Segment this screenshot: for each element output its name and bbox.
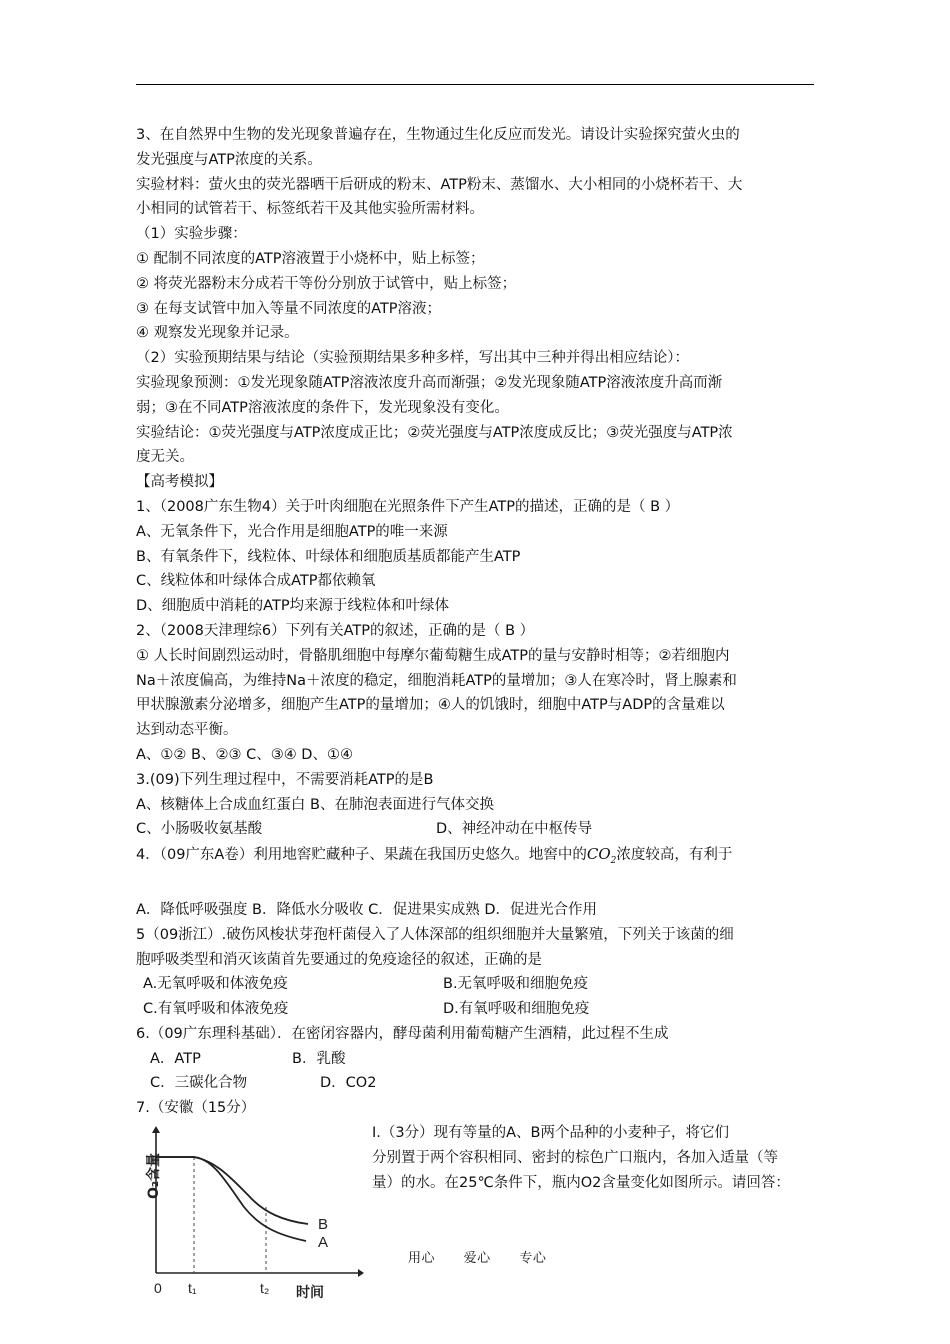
- mock-question-4: [136, 842, 816, 923]
- y-axis-label: O₂含量: [146, 1153, 162, 1200]
- options-row: A、①② B、②③ C、③④ D、①④: [136, 746, 353, 763]
- question-figure-area: [136, 1121, 816, 1321]
- co2-formula: [586, 845, 617, 867]
- series-b-label: B: [318, 1216, 329, 1234]
- question-stem: 3.(09)下列生理过程中，不需要消耗ATP的是B: [136, 771, 434, 788]
- option-a: A．ATP: [150, 1050, 201, 1067]
- stem-text: 4．（09广东A卷）利用地窖贮藏种子、果蔬在我国历史悠久。地窖中的: [136, 847, 587, 864]
- text-line: 量）的水。在25℃条件下，瓶内O2含量变化如图所示。请回答：: [372, 1174, 790, 1191]
- text-line: ① 配制不同浓度的ATP溶液置于小烧杯中，贴上标签；: [136, 250, 485, 267]
- text-line: 分别置于两个容积相同、密封的棕色广口瓶内，各加入适量（等: [372, 1149, 778, 1166]
- option-d: D.有氧呼吸和细胞免疫: [443, 1001, 590, 1018]
- options-row: A．降低呼吸强度 B．降低水分吸收 C．促进果实成熟 D．促进光合作用: [136, 901, 597, 918]
- option-d: D、细胞质中消耗的ATP均来源于线粒体和叶绿体: [136, 598, 450, 615]
- text-line: 实验结论：①荧光强度与ATP浓度成正比；②荧光强度与ATP浓度成反比；③荧光强度与ATP浓: [136, 424, 733, 441]
- option-c: C.有氧呼吸和体液免疫: [143, 1001, 289, 1018]
- text-line: 实验材料：萤火虫的荧光器晒干后研成的粉末、ATP粉末、蒸馏水、大小相同的小烧杯若干、大: [136, 176, 743, 193]
- formula-subscript: 2: [610, 856, 617, 867]
- options-row: [136, 997, 816, 1022]
- mock-question-5: [136, 923, 816, 1022]
- x-axis-label: 时间: [296, 1285, 324, 1302]
- text-line: （1）实验步骤：: [136, 226, 247, 243]
- footer-item: 用心: [408, 1251, 436, 1266]
- footer-item: 专心: [519, 1251, 547, 1266]
- text-line: ② 将荧光器粉末分成若干等份分别放于试管中，贴上标签；: [136, 275, 517, 292]
- text-line: 弱；③在不同ATP溶液浓度的条件下，发光现象没有变化。: [136, 399, 509, 416]
- text-line: Na＋浓度偏高，为维持Na＋浓度的稳定，细胞消耗ATP的量增加；③人在寒冷时，肾上腺素和: [136, 672, 737, 689]
- text-line: 小相同的试管若干、标签纸若干及其他实验所需材料。: [136, 201, 484, 218]
- text-line: 发光强度与ATP浓度的关系。: [136, 151, 322, 168]
- text-line: 5（09浙江）.破伤风梭状芽孢杆菌侵入了人体深部的组织细胞并大量繁殖，下列关于该菌的细: [136, 926, 734, 943]
- options-row: [136, 1071, 816, 1096]
- text-line: 达到动态平衡。: [136, 722, 238, 739]
- formula-main: CO: [586, 845, 611, 864]
- mock-question-7: [136, 1096, 816, 1321]
- options-row: A、核糖体上合成血红蛋白 B、在肺泡表面进行气体交换: [136, 796, 494, 813]
- text-line: ④ 观察发光现象并记录。: [136, 325, 299, 342]
- y-axis-arrow: [152, 1126, 160, 1133]
- question-7-text: [372, 1121, 832, 1195]
- page-footer: [408, 1247, 570, 1266]
- text-line: （2）实验预期结果与结论（实验预期结果多种多样，写出其中三种并得出相应结论）：: [136, 350, 689, 367]
- text-line: 甲状腺激素分泌增多，细胞产生ATP的量增加；④人的饥饿时，细胞中ATP与ADP的含量难以: [136, 697, 725, 714]
- options-row: [136, 817, 816, 842]
- question-stem: 6.（09广东理科基础）．在密闭容器内，酵母菌利用葡萄糖产生酒精，此过程不生成: [136, 1025, 669, 1042]
- question-stem: 7.（安徽（15分）: [136, 1100, 256, 1117]
- text-line: 3、在自然界中生物的发光现象普遍存在，生物通过生化反应而发光。请设计实验探究萤火虫的: [136, 127, 740, 143]
- series-a-label: A: [318, 1234, 329, 1252]
- option-d: D．CO2: [320, 1075, 377, 1092]
- stem-text: 浓度较高，有利于: [616, 847, 733, 864]
- option-b: B、有氧条件下，线粒体、叶绿体和细胞质基质都能产生ATP: [136, 548, 521, 565]
- question-stem: 1、（2008广东生物4）关于叶肉细胞在光照条件下产生ATP的描述，正确的是（ B ）: [136, 498, 680, 515]
- t2-label: t₂: [260, 1280, 270, 1297]
- spacer: [136, 874, 816, 898]
- question-3-block: [136, 123, 816, 470]
- document-page: [136, 123, 816, 1321]
- option-d: D、神经冲动在中枢传导: [436, 821, 593, 838]
- option-c: C、线粒体和叶绿体合成ATP都依赖氧: [136, 573, 376, 590]
- option-b: B.无氧呼吸和细胞免疫: [443, 976, 589, 993]
- option-a: A.无氧呼吸和体液免疫: [143, 976, 288, 993]
- option-b: B．乳酸: [292, 1050, 346, 1067]
- header-rule: [136, 84, 814, 85]
- mock-question-3: [136, 768, 816, 842]
- footer-item: 爱心: [463, 1251, 491, 1266]
- text-line: 度无关。: [136, 449, 194, 466]
- option-c: C、小肠吸收氨基酸: [136, 821, 263, 838]
- text-line: 实验现象预测：①发光现象随ATP溶液浓度升高而渐强；②发光现象随ATP溶液浓度升高而渐: [136, 374, 723, 391]
- origin-label: 0: [154, 1280, 162, 1297]
- text-line: 胞呼吸类型和消灭该菌首先要通过的免疫途径的叙述，正确的是: [136, 951, 542, 968]
- o2-content-graph: [136, 1123, 364, 1303]
- text-line: ① 人长时间剧烈运动时，骨骼肌细胞中每摩尔葡萄糖生成ATP的量与安静时相等；②若细胞内: [136, 647, 730, 664]
- mock-question-1: [136, 495, 816, 619]
- mock-question-6: [136, 1022, 816, 1096]
- options-row: [136, 1047, 816, 1072]
- question-stem: 2、（2008天津理综6）下列有关ATP的叙述，正确的是（ B ）: [136, 622, 535, 639]
- option-a: A、无氧条件下，光合作用是细胞ATP的唯一来源: [136, 523, 448, 540]
- mock-question-2: [136, 619, 816, 768]
- t1-label: t₁: [188, 1280, 197, 1297]
- section-title: 【高考模拟】: [136, 474, 223, 491]
- question-stem: [136, 842, 816, 874]
- option-c: C．三碳化合物: [150, 1075, 248, 1092]
- text-line: Ⅰ.（3分）现有等量的A、B两个品种的小麦种子，将它们: [372, 1125, 729, 1142]
- x-axis-arrow: [358, 1269, 364, 1277]
- text-line: ③ 在每支试管中加入等量不同浓度的ATP溶液；: [136, 300, 442, 317]
- series-a-line: [156, 1157, 306, 1241]
- options-row: [136, 972, 816, 997]
